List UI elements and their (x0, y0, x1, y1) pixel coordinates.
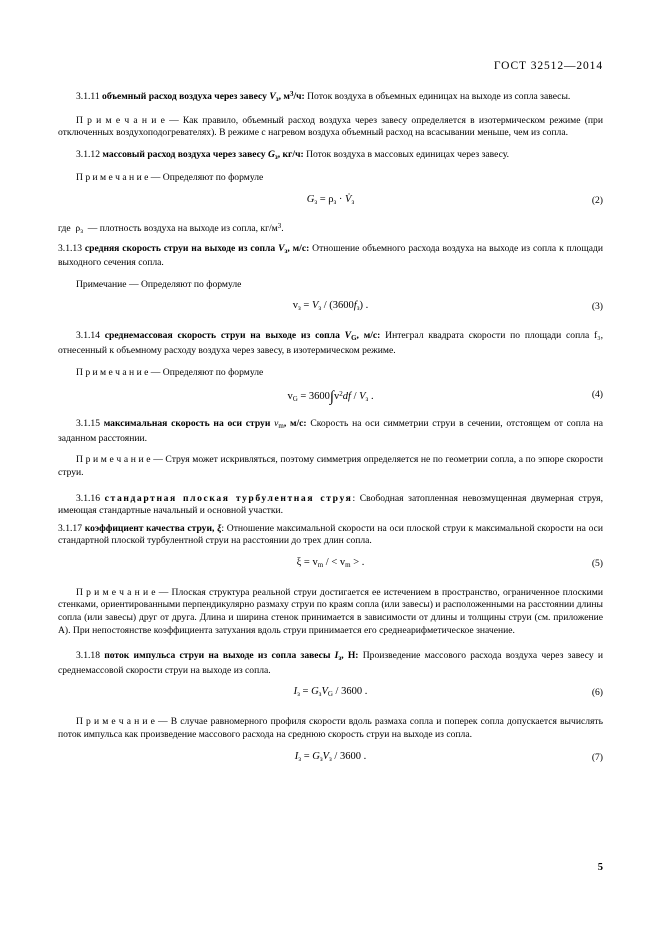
note-text: — Плоская структура реальной струи достигается ее истечением в пространство, ограниченное плоскими стенками, ориентированными перпендикулярно размаху струи по краям сопла (или завесы) и расположенными на расстоянии длины сопла (или завесы) друг от друга. Длина и ширина стенок принимается в зависимости от длины и толщины струи (см. приложение А). При непостоянстве коэффициента затухания вдоль струи принимается его среднеарифметическое значение. (58, 586, 604, 636)
clause-symbol-sub: з (284, 246, 288, 255)
clause-3-1-17 (58, 523, 603, 548)
note-3-1-14 (58, 367, 603, 380)
clause-definition: Интеграл квадрата скорости по площади сопла f₃, отнесенный к объемному расходу воздуха через завесу, в изотермическом режиме. (58, 330, 603, 356)
clause-units: , м/с: (283, 418, 307, 430)
clause-units: , м/с: (287, 242, 310, 254)
formula-7-number: (7) (591, 751, 603, 763)
note-3-1-11 (58, 115, 603, 140)
formula-7-row (58, 751, 603, 768)
note-text: — Струя может искривляться, поэтому симметрия определяется не по геометрии сопла, а по эпюре скорости струи. (58, 454, 603, 478)
clause-number: 3.1.15 (76, 418, 104, 430)
note-text: — Определяют по формуле (128, 278, 242, 290)
note-label: П р и м е ч а н и е (76, 114, 170, 126)
formula-2: $G_з = \rho_з$ · $V̇_з$ (306, 194, 355, 206)
formula-4-row (58, 388, 603, 405)
clause-term: массовый расход воздуха через завесу (102, 148, 268, 160)
clause-units: , кг/ч: (277, 148, 304, 160)
note-label: П р и м е ч а н и е (76, 454, 154, 466)
document-body (58, 88, 603, 772)
clause-number: 3.1.12 (76, 148, 103, 160)
clause-symbol-sub: з (275, 95, 279, 104)
formula-6-number: (6) (591, 687, 603, 699)
clause-3-1-15 (58, 418, 603, 445)
clause-term: стандартная плоская турбулентная струя (104, 492, 353, 504)
formula-3: $v_з = V_з / (3600f_з)$ . (292, 300, 369, 313)
formula-3-row (58, 300, 603, 317)
clause-definition: Отношение объемного расхода воздуха на выходе из сопла к площади выходного сечения сопла. (58, 242, 604, 269)
clause-term: объемный расход воздуха через завесу (102, 91, 270, 103)
clause-term: коэффициент качества струи, (84, 522, 218, 534)
note-label: П р и м е ч а н и е (76, 366, 151, 378)
where-definition: где $\rho_з$ — плотность воздуха на выходе из сопла, $кг/м^3$. (58, 222, 284, 236)
clause-number: 3.1.16 (76, 492, 105, 504)
clause-term: среднемассовая скорость струи на выходе из сопла (104, 330, 345, 342)
formula-7: $I_з = G_зV_з / 3600$ . (294, 750, 367, 763)
clause-term: максимальная скорость на оси струи (103, 418, 275, 430)
clause-definition: Скорость на оси симметрии струи в сечении, отстоящем от сопла на заданном расстоянии. (58, 418, 603, 444)
clause-symbol-sub: з (274, 152, 278, 161)
clause-3-1-14 (58, 330, 603, 357)
clause-3-1-13 (58, 243, 603, 270)
clause-3-1-16 (58, 493, 603, 518)
clause-symbol: ξ (217, 522, 222, 534)
note-3-1-17 (58, 587, 603, 637)
formula-2-row (58, 194, 603, 211)
formula-6-row (58, 686, 603, 703)
clause-units: , м/с: (356, 330, 381, 342)
clause-units-2: /ч: (293, 91, 305, 103)
note-3-1-15 (58, 454, 603, 479)
formula-3-number: (3) (591, 301, 603, 313)
clause-symbol-sub: з (338, 654, 342, 663)
clause-definition: Поток воздуха в массовых единицах через завесу. (303, 148, 509, 160)
clause-number: 3.1.11 (76, 91, 103, 103)
clause-symbol-sub: m (278, 422, 284, 431)
clause-symbol: G (267, 148, 275, 160)
clause-definition: Поток воздуха в объемных единицах на выходе из сопла завесы. (304, 91, 571, 103)
clause-term: поток импульса струи на выходе из сопла завесы (104, 650, 335, 662)
formula-4: $v_G = 3600\int v^2df / V_з$ . (287, 389, 374, 406)
clause-symbol: V (278, 242, 285, 254)
clause-units: , Н: (341, 650, 359, 662)
note-3-1-12 (58, 172, 603, 185)
formula-2-number: (2) (591, 195, 603, 207)
clause-units: , м (278, 91, 290, 103)
formula-4-number: (4) (591, 389, 603, 401)
clause-symbol: V (269, 91, 276, 103)
formula-5-number: (5) (591, 557, 603, 569)
note-3-1-18 (58, 716, 603, 741)
formula-5: $\xi = v_m$ / < $v_m$ > . (296, 556, 365, 569)
clause-symbol: I (334, 650, 339, 662)
clause-definition: : Отношение максимальной скорости на оси плоской струи к максимальной скорости на оси стандартной плоской турбулентной струи на расстоянии до трех длин сопла. (58, 522, 604, 547)
clause-3-1-12 (58, 149, 603, 164)
note-text: — В случае равномерного профиля скорости вдоль размаха сопла и поперек сопла допускается вычислять поток импульса как произведение массового расхода на среднюю скорость струи на выходе из сопла. (58, 716, 603, 740)
note-text: — Как правило, объемный расход воздуха через завесу определяется в изотермическом режиме (при отключенных воздухоподогревателях). В режиме с нагревом воздуха объемный расход на всасывании меньше, чем из сопла. (58, 114, 603, 139)
clause-units-sup: 3 (289, 90, 294, 98)
formula-5-row (58, 557, 603, 574)
clause-symbol: V (344, 330, 352, 342)
note-label: П р и м е ч а н и е (76, 716, 159, 728)
page-header: ГОСТ 32512—2014 (493, 60, 603, 72)
clause-number: 3.1.17 (58, 522, 85, 534)
clause-definition: : Свободная затопленная невозмущенная двумерная струя, имеющая стандартные начальный и основной участки. (58, 492, 603, 517)
clause-definition: Произведение массового расхода воздуха через завесу и среднемассовой скорости струи на выходе из сопла. (58, 650, 603, 676)
clause-term: средняя скорость струи на выходе из сопла (84, 242, 279, 254)
clause-number: 3.1.13 (58, 242, 85, 254)
clause-3-1-18 (58, 650, 603, 677)
clause-number: 3.1.14 (76, 330, 105, 342)
note-text: — Определяют по формуле (150, 172, 264, 184)
formula-6: $I_з = G_зV_G / 3600$ . (293, 686, 368, 699)
note-label: Примечание (76, 278, 129, 290)
note-3-1-13 (58, 279, 603, 292)
clause-3-1-11 (58, 88, 603, 106)
page-number: 5 (597, 862, 603, 873)
clause-symbol-sub: G (351, 334, 357, 343)
note-label: П р и м е ч а н и е (76, 586, 159, 598)
note-label: П р и м е ч а н и е (76, 172, 151, 184)
clause-symbol: v (274, 418, 279, 430)
note-text: — Определяют по формуле (150, 366, 264, 378)
clause-number: 3.1.18 (76, 650, 105, 662)
